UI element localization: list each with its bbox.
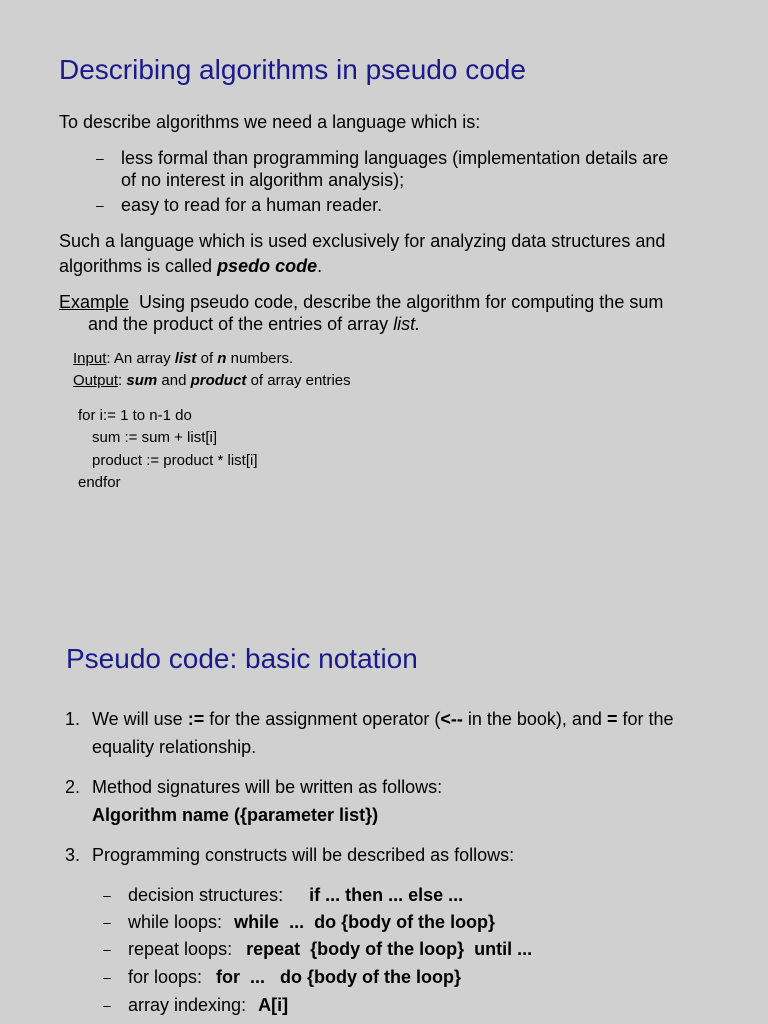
bullet-dash: – [103, 997, 111, 1013]
input-text: : An array [106, 350, 175, 367]
code-line: product := product * list[i] [92, 452, 258, 469]
construct-label: repeat loops: [128, 939, 233, 959]
item3-line-1: Programming constructs will be described as follows: [92, 845, 515, 865]
equality-operator: = [606, 709, 618, 729]
list-number: 2. [65, 777, 81, 797]
construct-syntax: repeat {body of the loop} until ... [246, 939, 533, 959]
paragraph-period: . [317, 256, 323, 276]
example-label: Example [59, 292, 130, 312]
example-line-2 [88, 313, 420, 335]
construct-item [128, 966, 461, 988]
construct-syntax: if ... then ... else ... [309, 885, 464, 905]
construct-label: while loops: [128, 912, 223, 932]
bullet-dash: – [103, 887, 111, 903]
slide2-title: Pseudo code: basic notation [66, 643, 418, 674]
list-number: 1. [65, 709, 81, 729]
input-label: Input [73, 350, 107, 367]
item1-text: in the book), and [462, 709, 607, 729]
input-list-term: list [174, 350, 197, 367]
list-number: 3. [65, 845, 81, 865]
bullet-dash: – [96, 197, 104, 213]
array-list-term: list. [393, 314, 421, 334]
output-line [73, 370, 351, 392]
bullet-dash: – [103, 969, 111, 985]
bullet-dash: – [103, 941, 111, 957]
example-text: Using pseudo code, describe the algorithm for computing the sum [139, 292, 664, 312]
input-text: numbers. [226, 350, 294, 367]
input-text: of [196, 350, 218, 367]
item1-text: We will use [92, 709, 188, 729]
item1-line-1 [92, 708, 674, 730]
method-signature: Algorithm name ({parameter list}) [92, 805, 379, 825]
arrow-operator: <-- [440, 709, 463, 729]
output-sum-term: sum [126, 372, 158, 389]
code-line: endfor [78, 474, 121, 491]
output-text: and [157, 372, 191, 389]
slide1-paragraph-line-1: Such a language which is used exclusively for analyzing data structures and [59, 231, 666, 251]
assign-operator: := [187, 709, 205, 729]
slide1-intro: To describe algorithms we need a language which is: [59, 112, 481, 132]
paragraph-text: algorithms is called [59, 256, 218, 276]
construct-label: array indexing: [128, 995, 247, 1015]
bullet-dash: – [103, 914, 111, 930]
input-line [73, 348, 293, 370]
construct-item [128, 911, 495, 933]
construct-item [128, 994, 288, 1016]
bullet-1-line-2: of no interest in algorithm analysis); [121, 170, 405, 190]
bullet-1-line-1: less formal than programming languages (implementation details are [121, 148, 669, 168]
example-text-2: and the product of the entries of array [88, 314, 394, 334]
construct-label: for loops: [128, 967, 203, 987]
item1-line-2: equality relationship. [92, 737, 257, 757]
input-n-term: n [217, 350, 227, 367]
construct-syntax: while ... do {body of the loop} [234, 912, 496, 932]
slide1-title: Describing algorithms in pseudo code [59, 54, 526, 85]
bullet-2-line-1: easy to read for a human reader. [121, 195, 383, 215]
pseudo-code-term: psedo code [217, 256, 318, 276]
construct-syntax: A[i] [258, 995, 289, 1015]
construct-item [128, 884, 463, 906]
bullet-dash: – [96, 150, 104, 166]
item1-text: for the [617, 709, 674, 729]
construct-label: decision structures: [128, 885, 284, 905]
code-line: sum := sum + list[i] [92, 429, 218, 446]
item1-text: for the assignment operator ( [204, 709, 441, 729]
output-text: : [118, 372, 127, 389]
output-label: Output [73, 372, 119, 389]
slide1-paragraph-line-2 [59, 255, 322, 277]
code-line: for i:= 1 to n-1 do [78, 407, 192, 424]
output-product-term: product [190, 372, 247, 389]
construct-item [128, 938, 532, 960]
example-line-1 [59, 291, 663, 313]
output-text: of array entries [246, 372, 351, 389]
item2-line-1: Method signatures will be written as follows: [92, 777, 443, 797]
construct-syntax: for ... do {body of the loop} [216, 967, 462, 987]
